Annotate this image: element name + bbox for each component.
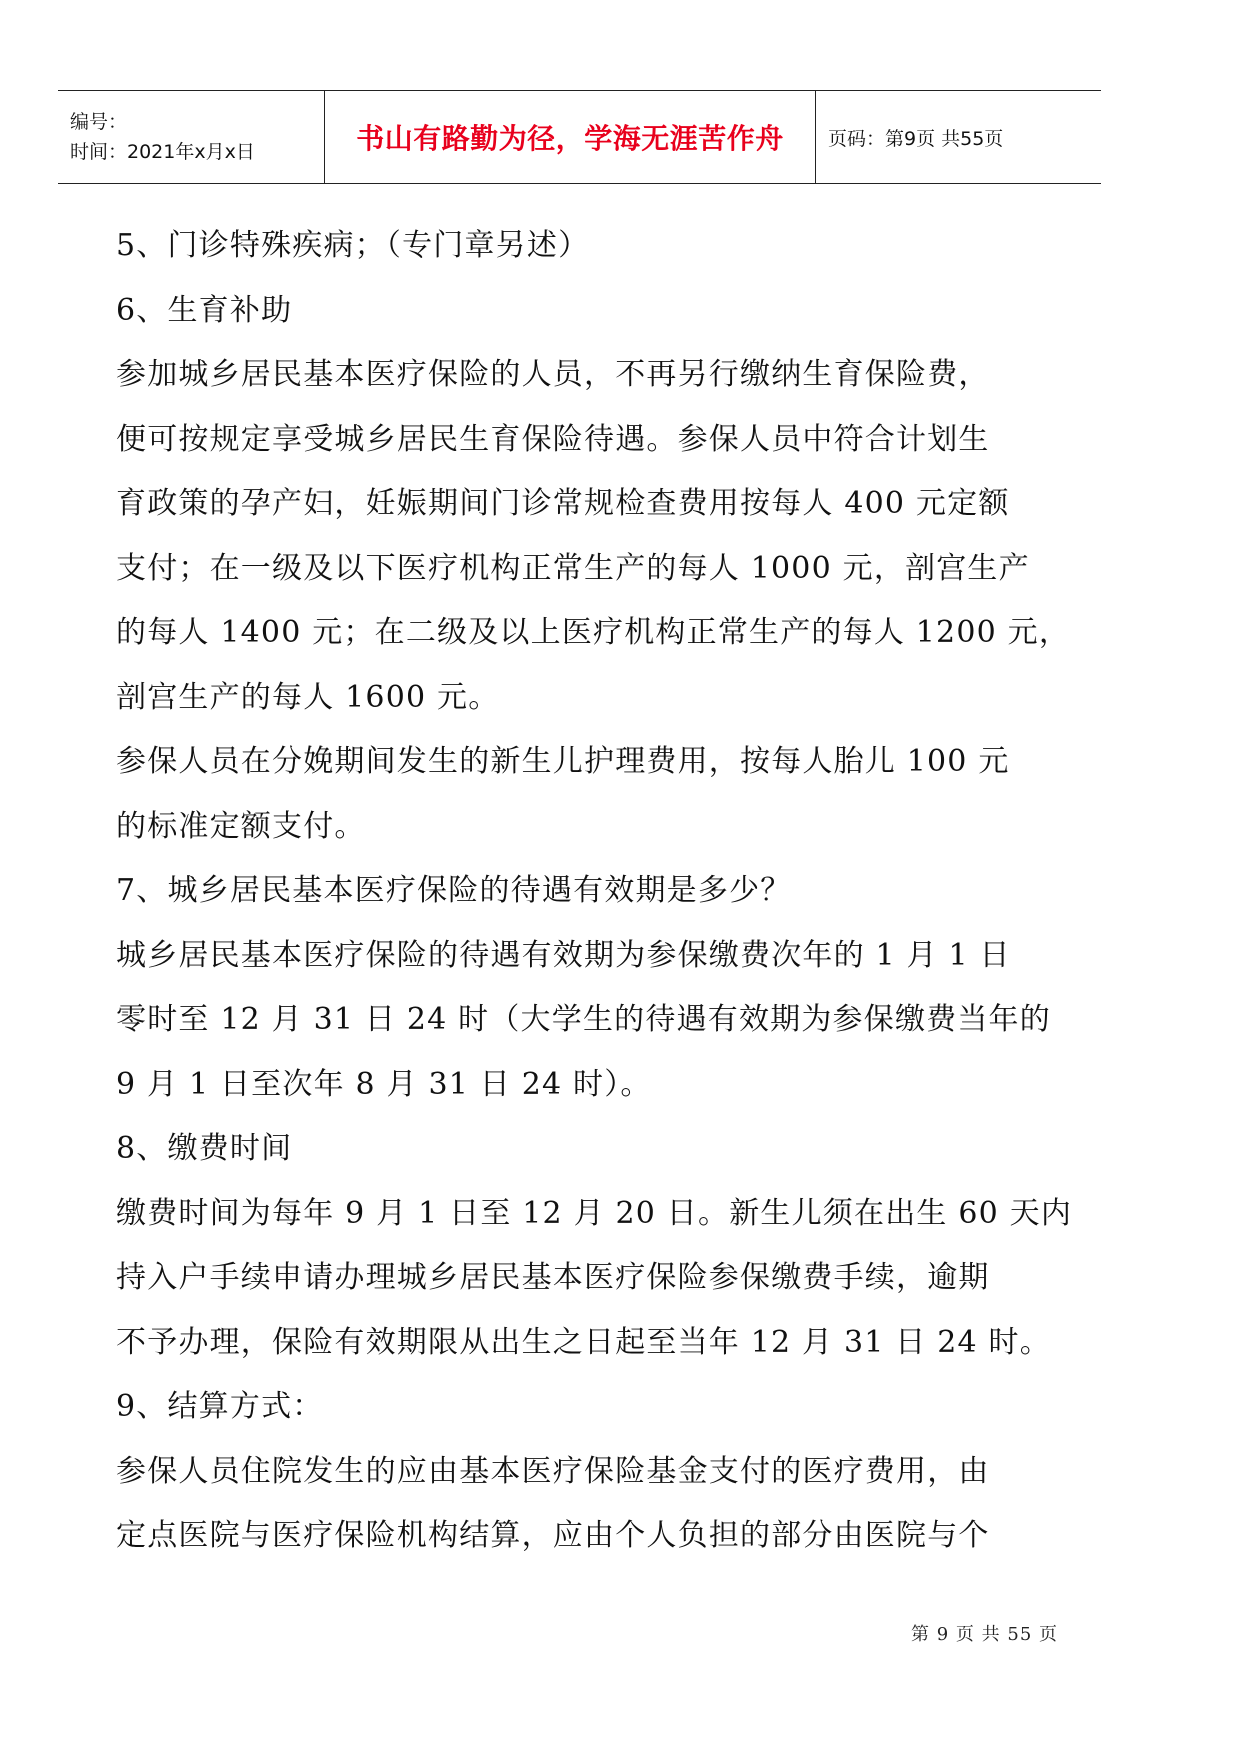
body-line: 的标准定额支付。: [116, 808, 366, 844]
header-motto-cell: [324, 91, 816, 183]
body-line: 9、结算方式：: [116, 1389, 324, 1424]
body-line: 缴费时间为每年 9 月 1 日至 12 月 20 日。新生儿须在出生 60 天内: [116, 1195, 1073, 1231]
document-number: 编号：: [70, 111, 128, 133]
body-line: 城乡居民基本医疗保险的待遇有效期为参保缴费次年的 1 月 1 日: [116, 937, 1011, 973]
body-line: 9 月 1 日至次年 8 月 31 日 24 时）。: [116, 1066, 652, 1102]
body-line: 5、门诊特殊疾病；（专门章另述）: [116, 228, 590, 263]
body-line: 参加城乡居民基本医疗保险的人员，不再另行缴纳生育保险费，: [116, 357, 990, 392]
body-line: 支付；在一级及以下医疗机构正常生产的每人 1000 元，剖宫生产: [116, 550, 1030, 586]
page-footer: 第 9 页 共 55 页: [911, 1624, 1058, 1645]
body-line: 的每人 1400 元；在二级及以上医疗机构正常生产的每人 1200 元，: [116, 615, 1071, 650]
body-line: 7、城乡居民基本医疗保险的待遇有效期是多少？: [116, 873, 792, 908]
header-page-number: 页码：第9页 共55页: [828, 127, 1004, 150]
header-motto: 书山有路勤为径，学海无涯苦作舟: [356, 122, 784, 155]
body-line: 便可按规定享受城乡居民生育保险待遇。参保人员中符合计划生: [116, 421, 990, 457]
body-line: 育政策的孕产妇，妊娠期间门诊常规检查费用按每人 400 元定额: [116, 486, 1010, 521]
header-meta: [58, 91, 324, 183]
header-page-cell: [816, 91, 1101, 183]
body-line: 零时至 12 月 31 日 24 时（大学生的待遇有效期为参保缴费当年的: [116, 1002, 1051, 1037]
body-line: 持入户手续申请办理城乡居民基本医疗保险参保缴费手续，逾期: [116, 1260, 990, 1295]
page-header: [58, 90, 1101, 184]
body-line: 8、缴费时间: [116, 1131, 293, 1166]
body-line: 定点医院与医疗保险机构结算，应由个人负担的部分由医院与个: [116, 1518, 990, 1553]
body-line: 参保人员在分娩期间发生的新生儿护理费用，按每人胎儿 100 元: [116, 744, 1010, 779]
body-line: 参保人员住院发生的应由基本医疗保险基金支付的医疗费用，由: [116, 1453, 990, 1489]
document-time: 时间：2021年x月x日: [70, 141, 255, 163]
body-line: 6、生育补助: [116, 292, 293, 328]
document-body: [116, 214, 1076, 1569]
body-line: 剖宫生产的每人 1600 元。: [116, 679, 500, 715]
body-line: 不予办理，保险有效期限从出生之日起至当年 12 月 31 日 24 时。: [116, 1324, 1051, 1360]
